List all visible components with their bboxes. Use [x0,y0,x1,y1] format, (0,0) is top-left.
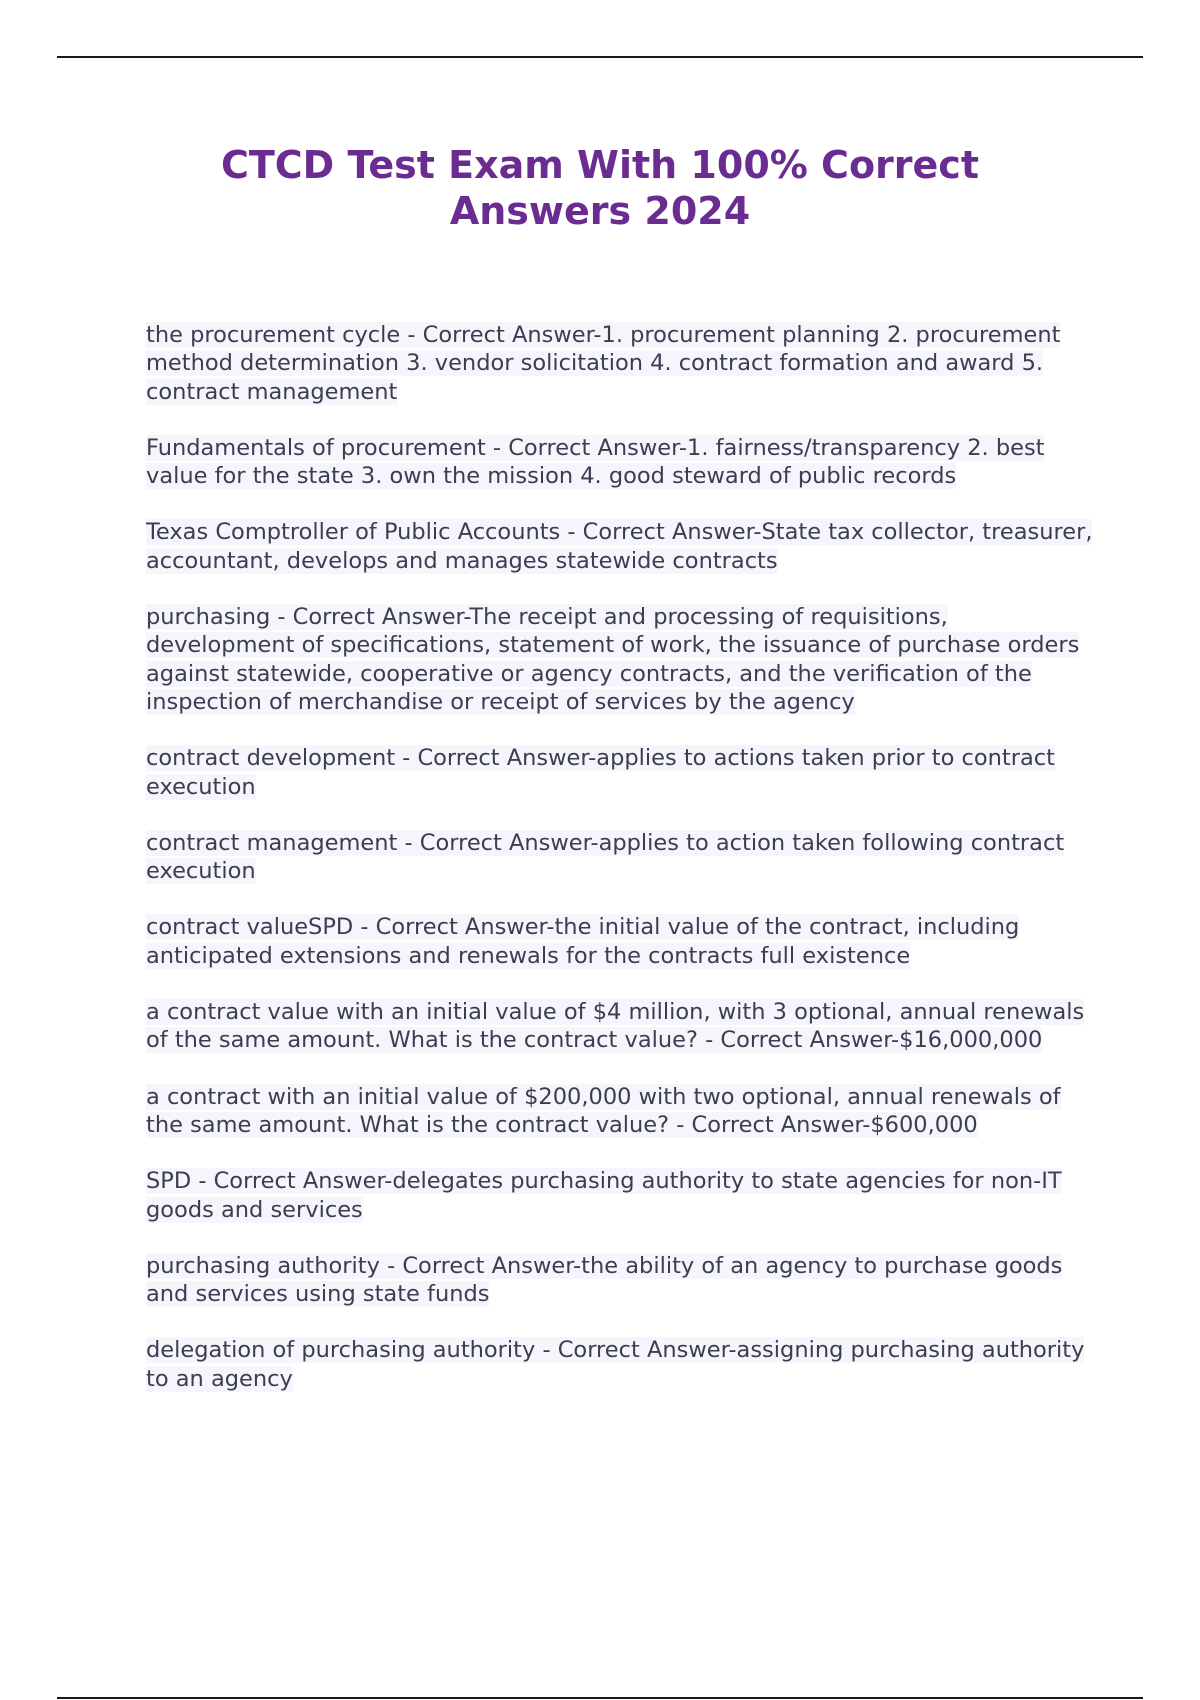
qa-item-text: SPD - Correct Answer-delegates purchasing authority to state agencies for non-IT goods and services [146,1168,1062,1223]
qa-item [146,744,1096,801]
bottom-rule [57,1697,1143,1699]
qa-item-text: Fundamentals of procurement - Correct Answer-1. fairness/transparency 2. best value for the state 3. own the mission 4. good steward of public records [146,434,1045,490]
qa-item [146,913,1096,970]
top-rule [57,56,1143,58]
qa-item-text: a contract value with an initial value of $4 million, with 3 optional, annual renewals of the same amount. What is the contract value? - Correct Answer-$16,000,000 [146,999,1085,1054]
qa-item-text: Texas Comptroller of Public Accounts - Correct Answer-State tax collector, treasurer, accountant, develops and manages statewide contracts [146,519,1093,574]
qa-item-text: a contract with an initial value of $200,000 with two optional, annual renewals of the same amount. What is the contract value? - Correct Answer-$600,000 [146,1083,1061,1138]
qa-item [146,603,1096,716]
document-title [100,142,1100,234]
document-title-line-2: Answers 2024 [449,189,751,233]
qa-item-text: contract development - Correct Answer-applies to actions taken prior to contract execution [146,745,1055,800]
qa-item [146,1167,1096,1224]
qa-item [146,1083,1096,1140]
qa-item [146,1336,1096,1393]
qa-list [146,321,1096,1421]
qa-item [146,434,1096,491]
qa-item-text: contract management - Correct Answer-applies to action taken following contract execution [146,829,1065,885]
qa-item [146,321,1096,406]
qa-item-text: contract valueSPD - Correct Answer-the initial value of the contract, including anticipated extensions and renewals for the contracts full existence [146,914,1020,969]
qa-item-text: delegation of purchasing authority - Correct Answer-assigning purchasing authority to an agency [146,1337,1085,1392]
qa-item [146,829,1096,886]
qa-item [146,1252,1096,1309]
qa-item-text: purchasing - Correct Answer-The receipt and processing of requisitions, development of specifications, statement of work, the issuance of purchase orders against statewide, cooperative or agency contracts, and the verification of the inspection of merchandise or receipt of services by the agency [146,604,1080,715]
document-title-line-1: CTCD Test Exam With 100% Correct [220,143,979,187]
qa-item [146,518,1096,575]
qa-item-text: the procurement cycle - Correct Answer-1. procurement planning 2. procurement method determination 3. vendor solicitation 4. contract formation and award 5. contract management [146,322,1061,405]
qa-item-text: purchasing authority - Correct Answer-the ability of an agency to purchase goods and services using state funds [146,1252,1063,1308]
qa-item [146,998,1096,1055]
